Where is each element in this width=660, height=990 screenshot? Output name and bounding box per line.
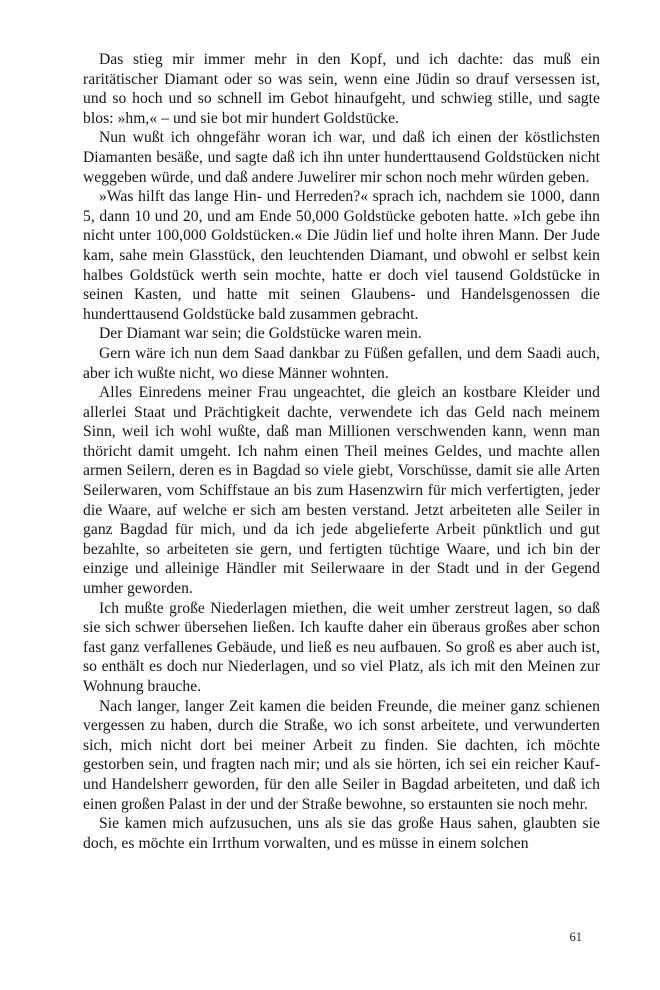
page-number: 61 <box>569 930 582 944</box>
body-text <box>83 50 600 853</box>
paragraph: Ich mußte große Niederlagen miethen, die weit umher zerstreut lagen, so daß sie sich schwer übersehen ließen. Ich kaufte daher ein überaus großes aber schon fast ganz verfallenes Gebäude, und ließ es neu aufbauen. So groß es aber auch ist, so enthält es doch nur Niederlagen, und so viel Platz, als ich mit den Meinen zur Wohnung brauche. <box>83 599 600 695</box>
paragraph: Der Diamant war sein; die Goldstücke waren mein. <box>99 325 422 343</box>
paragraph: Nun wußt ich ohngefähr woran ich war, und daß ich einen der köstlichsten Diamanten besäße, und sagte daß ich ihn unter hunderttausend Goldstücken nicht weggeben würde, und daß andere Juwelirer mir schon noch mehr würden geben. <box>83 129 600 186</box>
paragraph: Nach langer, langer Zeit kamen die beiden Freunde, die meiner ganz schienen vergessen zu haben, durch die Straße, wo ich sonst arbeitete, und verwunderten sich, mich nicht dort bei meiner Arbeit zu finden. Sie dachten, ich möchte gestorben sein, und fragten nach mir; und als sie hörten, ich sei ein reicher Kauf- und Handelsherr geworden, für den alle Seiler in Bagdad arbeiteten, und daß ich einen großen Palast in der und der Straße bewohne, so erstaunten sie noch mehr. <box>83 697 600 813</box>
paragraph: Gern wäre ich nun dem Saad dankbar zu Füßen gefallen, und dem Saadi auch, aber ich wußte nicht, wo diese Männer wohnten. <box>83 344 600 382</box>
paragraph: Das stieg mir immer mehr in den Kopf, und ich dachte: das muß ein raritätischer Diamant oder so was sein, wenn eine Jüdin so drauf versessen ist, und so hoch und so schnell im Gebot hinaufgeht, und schwieg stille, und sagte blos: »hm,« – und sie bot mir hundert Goldstücke. <box>83 51 600 127</box>
paragraph: Sie kamen mich aufzusuchen, uns als sie das große Haus sahen, glaubten sie doch, es möchte ein Irrthum vorwalten, und es müsse in einem solchen <box>83 815 600 852</box>
paragraph: »Was hilft das lange Hin- und Herreden?« sprach ich, nachdem sie 1000, dann 5, dann 10 und 20, und am Ende 50,000 Goldstücke geboten hatte. »Ich gebe ihn nicht unter 100,000 Goldstücken.« Die Jüdin lief und holte ihren Mann. Der Jude kam, sahe mein Glasstück, den leuchtenden Diamant, und obwohl er selbst kein halbes Goldstück werth sein mochte, hatte er doch viel tausend Goldstücke in seinen Kasten, und hatte mit seinen Glaubens- und Handelsgenossen die hunderttausend Goldstücke bald zusammen gebracht. <box>83 188 600 323</box>
paragraph: Alles Einredens meiner Frau ungeachtet, die gleich an kostbare Kleider und allerlei Staat und Prächtigkeit dachte, verwendete ich das Geld nach meinem Sinn, weil ich wohl wußte, daß man Millionen verschwenden kann, wenn man thöricht damit umgeht. Ich nahm einen Theil meines Geldes, und machte allen armen Seilern, deren es in Bagdad so viele giebt, Vorschüsse, damit sie alle Arten Seilerwaren, vom Schiffstaue an bis zum Hasenzwirn für mich verfertigten, jeder die Waare, auf welche er sich am besten verstand. Jetzt arbeiteten alle Seiler in ganz Bagdad für mich, und da ich jede abgelieferte Arbeit pünktlich und gut bezahlte, so arbeiteten sie gern, und fertigten tüchtige Waare, und ich bin der einzige und alleinige Händler mit Seilerwaare in der Stadt und in der Gegend umher geworden. <box>83 384 600 598</box>
